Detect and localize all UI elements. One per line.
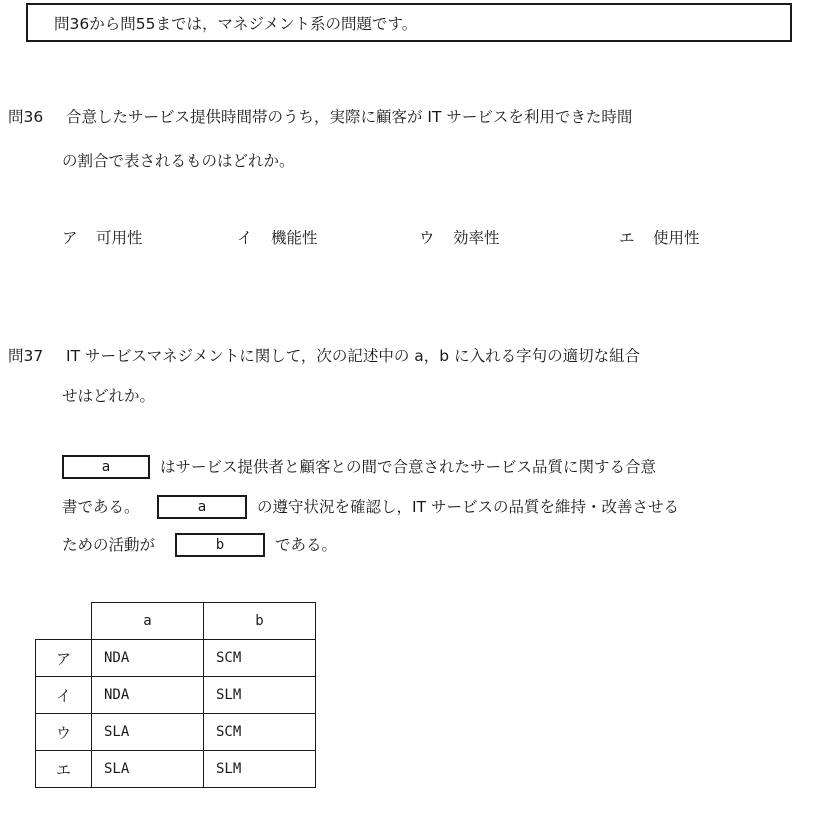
table-row	[36, 751, 316, 788]
choice-mark: イ	[237, 229, 253, 247]
cell-b: SCM	[204, 714, 316, 751]
blank-a-label: a	[101, 459, 111, 475]
choice-text: 可用性	[96, 229, 143, 247]
row-label: イ	[36, 677, 92, 714]
blank-a-box	[157, 495, 247, 519]
table-row	[36, 677, 316, 714]
table-header-a: a	[92, 603, 204, 640]
answer-table	[35, 602, 316, 788]
table-corner-cell	[36, 603, 92, 640]
table-row	[36, 640, 316, 677]
blank-a-label: a	[197, 499, 207, 515]
section-header-text: 問36から問55までは，マネジメント系の問題です。	[54, 14, 418, 33]
q36-choice-a	[62, 228, 143, 248]
choice-text: 効率性	[453, 229, 500, 247]
cell-a: SLA	[92, 751, 204, 788]
row-label: ウ	[36, 714, 92, 751]
passage-line2-before: 書である。	[62, 498, 140, 516]
q37-text-line1: IT サービスマネジメントに関して，次の記述中の a，b に入れる字句の適切な組合	[66, 347, 641, 365]
cell-b: SCM	[204, 640, 316, 677]
q36-number: 問36	[8, 108, 44, 126]
q36-text-line2: の割合で表されるものはどれか。	[62, 152, 295, 170]
blank-a-box	[62, 455, 150, 479]
cell-a: NDA	[92, 677, 204, 714]
choice-mark: エ	[619, 229, 635, 247]
table-header-b: b	[204, 603, 316, 640]
passage-line3-before: ための活動が	[62, 536, 156, 554]
row-label: エ	[36, 751, 92, 788]
passage-line3-after: である。	[275, 536, 338, 554]
section-header-box	[26, 3, 792, 42]
cell-b: SLM	[204, 751, 316, 788]
cell-a: NDA	[92, 640, 204, 677]
q37-text-line2: せはどれか。	[62, 387, 156, 405]
choice-text: 使用性	[653, 229, 700, 247]
choice-text: 機能性	[271, 229, 318, 247]
passage-line2-after: の遵守状況を確認し，IT サービスの品質を維持・改善させる	[257, 498, 679, 516]
row-label: ア	[36, 640, 92, 677]
q36-choice-i	[237, 228, 318, 248]
blank-b-label: b	[215, 537, 225, 553]
blank-b-box	[175, 533, 265, 557]
choice-mark: ア	[62, 229, 78, 247]
table-header-row	[36, 603, 316, 640]
cell-a: SLA	[92, 714, 204, 751]
cell-b: SLM	[204, 677, 316, 714]
passage-line1: はサービス提供者と顧客との間で合意されたサービス品質に関する合意	[160, 458, 657, 476]
q36-choice-e	[619, 228, 700, 248]
table-row	[36, 714, 316, 751]
q36-text-line1: 合意したサービス提供時間帯のうち，実際に顧客が IT サービスを利用できた時間	[66, 108, 633, 126]
q36-choice-u	[419, 228, 500, 248]
q37-number: 問37	[8, 347, 44, 365]
choice-mark: ウ	[419, 229, 435, 247]
